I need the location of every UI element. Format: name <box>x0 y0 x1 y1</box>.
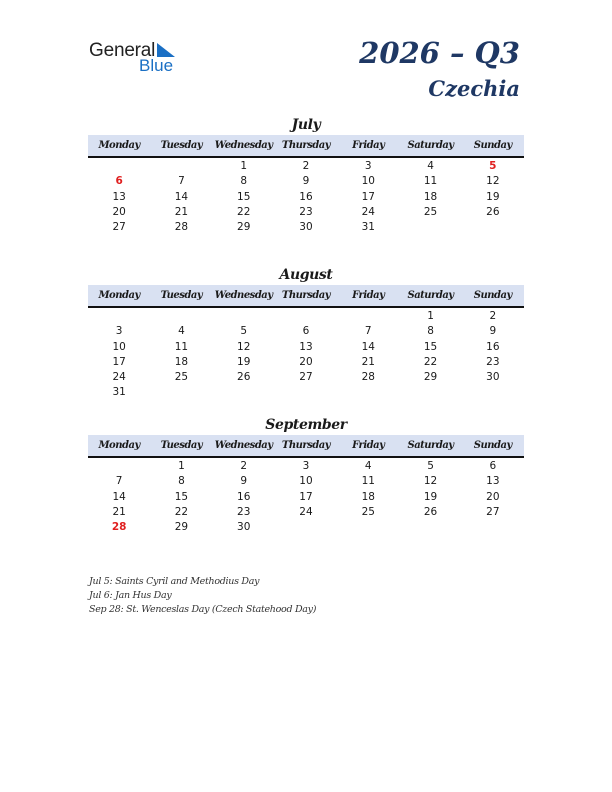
weekday-label: Monday <box>98 290 140 301</box>
day-cell <box>337 309 399 324</box>
day-cell: 10 <box>112 340 126 353</box>
holiday-note: Jul 6: Jan Hus Day <box>89 590 172 601</box>
day-cell: 27 <box>486 505 500 518</box>
day-cell: 2 <box>302 160 310 172</box>
day-cell: 19 <box>237 355 251 368</box>
day-cell: 9 <box>240 475 248 488</box>
day-cell: 8 <box>240 175 248 188</box>
day-cell: 18 <box>423 190 438 203</box>
day-cell: 18 <box>361 490 375 503</box>
day-cell: 31 <box>361 221 375 234</box>
day-cell: 20 <box>486 490 500 503</box>
day-cell: 3 <box>302 460 310 472</box>
day-cell: 21 <box>174 205 189 218</box>
day-cell: 20 <box>112 205 126 218</box>
day-cell: 16 <box>299 190 313 203</box>
day-cell: 28 <box>361 371 375 384</box>
page-subtitle: Czechia <box>428 76 520 101</box>
day-cell: 5 <box>240 325 248 338</box>
weekday-label: Wednesday <box>214 140 273 151</box>
day-cell: 7 <box>178 175 185 188</box>
day-cell: 11 <box>174 340 189 353</box>
day-cell: 15 <box>174 490 189 503</box>
weekday-label: Thursday <box>281 440 331 451</box>
month-july <box>88 115 524 235</box>
month-august <box>88 265 524 401</box>
day-cell <box>88 459 150 474</box>
weekday-label: Saturday <box>407 290 454 301</box>
week-row <box>88 490 524 505</box>
weekday-label: Sunday <box>473 440 512 451</box>
day-cell: 27 <box>299 371 313 384</box>
day-cell: 2 <box>489 310 497 322</box>
day-cell: 4 <box>178 325 185 338</box>
day-cell: 16 <box>237 490 251 503</box>
day-cell: 26 <box>486 205 500 218</box>
day-cell <box>462 220 524 235</box>
day-cell: 23 <box>299 205 313 218</box>
day-cell: 24 <box>361 205 375 218</box>
day-cell: 11 <box>361 475 375 488</box>
day-cell: 13 <box>112 190 126 203</box>
month-name: August <box>279 267 333 283</box>
day-cell <box>275 385 337 400</box>
day-cell: 7 <box>364 325 372 338</box>
weekday-label: Friday <box>352 140 385 151</box>
day-cell: 31 <box>112 386 126 399</box>
day-cell: 14 <box>112 490 126 503</box>
week-row <box>88 205 524 220</box>
day-cell: 3 <box>364 160 372 172</box>
weekday-label: Wednesday <box>214 290 273 301</box>
day-cell: 4 <box>427 160 434 172</box>
month-name: July <box>291 117 321 133</box>
day-cell <box>150 309 212 324</box>
holiday-notes <box>89 575 316 617</box>
day-cell: 8 <box>427 325 434 338</box>
week-row <box>88 220 524 235</box>
day-cell: 29 <box>174 521 189 534</box>
day-cell <box>150 159 212 174</box>
day-cell: 1 <box>178 460 185 472</box>
holiday-note: Sep 28: St. Wenceslas Day (Czech Statehood Day) <box>89 604 317 615</box>
day-cell: 10 <box>361 175 375 188</box>
weekday-header <box>88 135 524 158</box>
day-cell: 6 <box>489 460 497 472</box>
day-cell: 22 <box>237 205 251 218</box>
weekday-label: Saturday <box>407 140 454 151</box>
day-cell: 13 <box>299 340 313 353</box>
day-cell: 25 <box>174 371 189 384</box>
day-cell: 15 <box>237 190 251 203</box>
brand-logo <box>89 40 189 76</box>
day-cell: 23 <box>237 505 251 518</box>
day-cell <box>337 385 399 400</box>
day-cell: 13 <box>486 475 500 488</box>
day-cell: 30 <box>299 221 313 234</box>
day-cell: 3 <box>115 325 123 338</box>
day-cell: 24 <box>299 505 313 518</box>
month-name: September <box>265 417 347 433</box>
logo-text-blue: Blue <box>139 56 174 75</box>
day-cell: 14 <box>361 340 375 353</box>
day-cell: 30 <box>237 521 251 534</box>
weekday-header <box>88 285 524 308</box>
day-cell: 11 <box>423 175 438 188</box>
weekday-label: Friday <box>352 440 385 451</box>
day-cell <box>399 520 461 535</box>
day-cell: 23 <box>486 355 500 368</box>
week-row <box>88 520 524 535</box>
weekday-label: Thursday <box>281 140 331 151</box>
week-row <box>88 370 524 385</box>
page-title: 2026 – Q3 <box>359 36 520 70</box>
day-cell: 7 <box>115 475 123 488</box>
day-cell: 8 <box>178 475 185 488</box>
week-row <box>88 459 524 474</box>
logo-text-general: General <box>89 40 156 61</box>
week-row <box>88 355 524 370</box>
day-cell: 12 <box>423 475 438 488</box>
weekday-label: Saturday <box>407 440 454 451</box>
day-cell <box>337 520 399 535</box>
day-cell <box>275 520 337 535</box>
day-cell: 12 <box>486 175 500 188</box>
week-row <box>88 174 524 189</box>
day-cell <box>399 385 461 400</box>
weekday-label: Tuesday <box>160 440 203 451</box>
weekday-label: Monday <box>98 440 140 451</box>
month-september <box>88 415 524 535</box>
day-cell: 30 <box>486 371 500 384</box>
day-cell: 29 <box>237 221 251 234</box>
day-cell: 19 <box>486 190 500 203</box>
day-cell: 18 <box>174 355 189 368</box>
day-cell <box>399 220 461 235</box>
day-cell: 15 <box>423 340 438 353</box>
day-cell: 10 <box>299 475 313 488</box>
day-cell: 27 <box>112 221 126 234</box>
day-cell: 17 <box>299 490 313 503</box>
day-cell: 21 <box>112 505 126 518</box>
day-cell <box>88 159 150 174</box>
day-cell: 2 <box>240 460 248 472</box>
day-cell: 14 <box>174 190 189 203</box>
weekday-label: Monday <box>98 140 140 151</box>
day-cell: 28 <box>174 221 189 234</box>
holiday-day-cell: 28 <box>111 521 127 534</box>
day-cell: 24 <box>112 371 126 384</box>
weekday-label: Sunday <box>473 290 512 301</box>
weekday-label: Sunday <box>473 140 512 151</box>
week-row <box>88 474 524 489</box>
day-cell: 25 <box>423 205 438 218</box>
day-cell: 20 <box>299 355 313 368</box>
day-cell: 5 <box>427 460 434 472</box>
day-cell: 19 <box>423 490 438 503</box>
week-row <box>88 340 524 355</box>
day-cell: 9 <box>489 325 497 338</box>
week-row <box>88 159 524 174</box>
day-cell <box>213 309 275 324</box>
day-cell: 17 <box>361 190 375 203</box>
day-cell: 29 <box>423 371 438 384</box>
week-row <box>88 385 524 400</box>
holiday-day-cell: 5 <box>489 160 497 172</box>
weekday-label: Thursday <box>281 290 331 301</box>
week-row <box>88 309 524 324</box>
week-row <box>88 324 524 339</box>
day-cell: 1 <box>240 160 248 172</box>
day-cell: 17 <box>112 355 126 368</box>
day-cell: 21 <box>361 355 375 368</box>
weekday-header <box>88 435 524 458</box>
day-cell <box>462 520 524 535</box>
day-cell: 25 <box>361 505 375 518</box>
day-cell <box>275 309 337 324</box>
weekday-label: Friday <box>352 290 385 301</box>
day-cell <box>150 385 212 400</box>
day-cell: 4 <box>364 460 372 472</box>
day-cell: 9 <box>302 175 310 188</box>
day-cell: 22 <box>423 355 438 368</box>
holiday-note: Jul 5: Saints Cyril and Methodius Day <box>89 576 260 587</box>
week-row <box>88 505 524 520</box>
day-cell <box>88 309 150 324</box>
day-cell <box>213 385 275 400</box>
day-cell: 26 <box>237 371 251 384</box>
weekday-label: Tuesday <box>160 140 203 151</box>
weekday-label: Wednesday <box>214 440 273 451</box>
day-cell <box>462 385 524 400</box>
weekday-label: Tuesday <box>160 290 203 301</box>
week-row <box>88 190 524 205</box>
day-cell: 16 <box>486 340 500 353</box>
day-cell: 1 <box>427 310 434 322</box>
holiday-day-cell: 6 <box>115 175 123 188</box>
day-cell: 22 <box>174 505 189 518</box>
day-cell: 6 <box>302 325 310 338</box>
day-cell: 26 <box>423 505 438 518</box>
day-cell: 12 <box>237 340 251 353</box>
